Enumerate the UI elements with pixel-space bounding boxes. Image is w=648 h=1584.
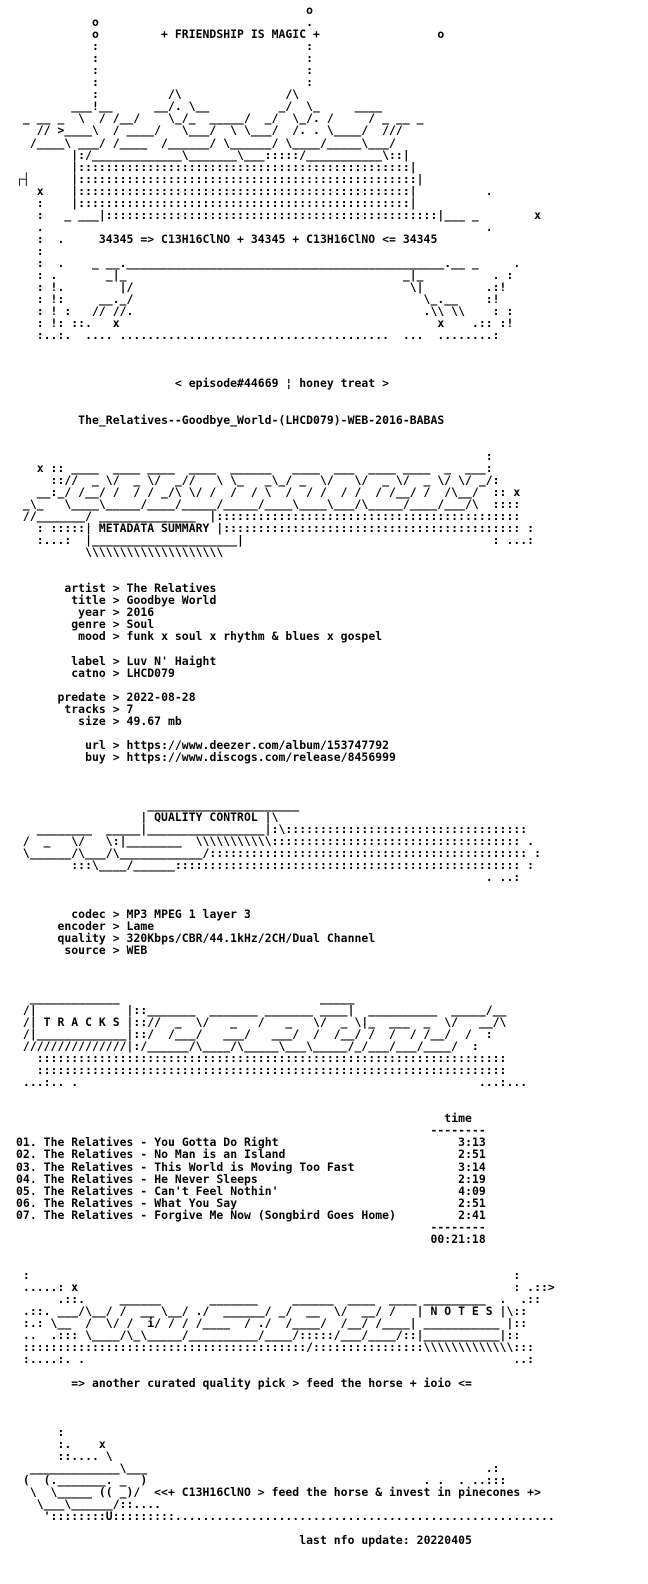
metadata-field-value: Goodbye World: [126, 593, 217, 608]
notes-art-line: :.: \__ / \/ / i/ / / /____ / ./ /____/ /__/ /____| ___________ |::: [16, 1316, 528, 1331]
metadata-art-line: __:_/ /__/ / / / _/\ \/ / / / \ / / / / / / /__/ / /\__/ :: x: [16, 484, 521, 499]
metadata-art-line: :...: |_____________________| : ...:: [16, 533, 535, 548]
metadata-field-label: size: [78, 713, 106, 728]
track-row: 07. The Relatives - Forgive Me Now (Songbird Goes Home) 2:41: [16, 1207, 486, 1222]
header-art-line: ┌┤ |:::::::::::::::::::::::::::::::::::::::::::::::::|: [16, 171, 424, 186]
metadata-field-label: buy: [85, 749, 106, 764]
episode-text: < episode#44669 ¦ honey treat >: [174, 376, 390, 391]
track-artist: The Relatives: [43, 1135, 134, 1150]
last-update-line: [16, 1534, 648, 1546]
footer-art-line: ( (._______. _ ) . . . ..:::: [16, 1472, 507, 1487]
quality-art-line: ________ _____|_________________|:\:::::::::::::::::::::::::::::::::::: [16, 822, 528, 837]
track-artist: The Relatives: [43, 1195, 134, 1210]
metadata-field-row: url > https://www.deezer.com/album/153747792: [85, 737, 390, 752]
last-update-label: last nfo update:: [299, 1532, 410, 1547]
track-time: 2:19: [458, 1171, 486, 1186]
metadata-field-value: Soul: [126, 617, 155, 632]
header-art-line: . .: [16, 219, 493, 234]
header-art-line: : |::::::::::::::::::::::::::::::::::::::::::::::::|: [16, 195, 417, 210]
track-row: 06. The Relatives - What You Say 2:51: [16, 1195, 486, 1210]
quality-field-value: WEB: [126, 942, 148, 957]
track-row: 04. The Relatives - He Never Sleeps 2:19: [16, 1171, 486, 1186]
quality-art-line: \______/\___/\____________/:::::::::::::::::::::::::::::::::::::::::::::: :: [16, 846, 541, 861]
metadata-field-label: predate: [57, 689, 106, 704]
header-art-line: : /\ /\: [16, 87, 300, 102]
metadata-field-label: tracks: [64, 701, 106, 716]
header-art-line: ___!__ __/. \__ _/ \_ ____: [16, 99, 383, 114]
track-row: 05. The Relatives - Can't Feel Nothin' 4:09: [16, 1183, 486, 1198]
track-row: 01. The Relatives - You Gotta Do Right 3:13: [16, 1135, 486, 1150]
header-art-line: : . _ __.______________________________________________.__ _ .: [16, 255, 521, 270]
header-art-line: : :: [16, 75, 314, 90]
track-title: No Man is an Island: [154, 1147, 286, 1162]
quality-field-label: codec: [71, 906, 106, 921]
tracks-art-line: /|_____________|::/ /___/ ___/ ___/ / /__/ / / / /__/ / :: [16, 1026, 493, 1041]
metadata-art-line: x :: ____ ____ ____ ____ ______ ____ ___ ____ ____ _ ___:: [16, 460, 493, 475]
quality-art-line: ______________________: [16, 798, 300, 813]
header-art-line: : :: [16, 39, 314, 54]
track-artist: The Relatives: [43, 1183, 134, 1198]
notes-art-line: .::. ______ _______ ______ ____ ____ _________ . .::: [16, 1292, 541, 1307]
notes-art-line: : :: [16, 1267, 521, 1282]
total-time: 00:21:18: [430, 1231, 486, 1246]
track-artist: The Relatives: [43, 1147, 134, 1162]
release-name: The_Relatives--Goodbye_World-(LHCD079)-WEB-2016-BABAS: [78, 412, 445, 427]
episode-line: [16, 377, 648, 389]
quality-field-row: codec > MP3 MPEG 1 layer 3: [71, 906, 251, 921]
tracks-art-line: ...:.. . ...:...: [16, 1075, 528, 1090]
metadata-field-value: Luv N' Haight: [126, 653, 217, 668]
metadata-field-value: 2016: [126, 605, 155, 620]
track-title: Can't Feel Nothin': [154, 1183, 279, 1198]
quality-field-label: source: [64, 942, 106, 957]
metadata-field-label: url: [85, 737, 106, 752]
metadata-field-label: year: [78, 605, 106, 620]
header-art-line: : _ ___|::::::::::::::::::::::::::::::::::::::::::::::::|___ _ x: [16, 207, 541, 222]
track-artist: The Relatives: [43, 1171, 134, 1186]
notes-text: => another curated quality pick > feed the horse + ioio <=: [71, 1376, 472, 1391]
metadata-field-label: title: [71, 593, 106, 608]
track-artist: The Relatives: [43, 1207, 134, 1222]
metadata-field-row: tracks > 7: [64, 701, 134, 716]
track-time: 2:41: [458, 1207, 486, 1222]
footer-art-line: _____________\___ .:: [16, 1460, 500, 1475]
metadata-field-row: catno > LHCD079: [71, 665, 175, 680]
metadata-field-row: label > Luv N' Haight: [71, 653, 217, 668]
quality-field-row: quality > 320Kbps/CBR/44.1kHz/2CH/Dual Channel: [57, 930, 376, 945]
quality-field-value: 320Kbps/CBR/44.1kHz/2CH/Dual Channel: [126, 930, 376, 945]
metadata-art-line: ::// _ \/ _ \/ _// \ \_ _\_/ _ \/ \/ _ \/ _ \/ \/ _/:: [16, 472, 500, 487]
header-art-line: : :: [16, 51, 314, 66]
track-row: 02. The Relatives - No Man is an Island 2:51: [16, 1147, 486, 1162]
notes-art-line: .....: x : .::>: [16, 1279, 555, 1294]
time-rule: --------: [430, 1123, 486, 1138]
header-art-line: o: [16, 3, 314, 17]
footer-art-line: \___\______/::....: [16, 1496, 162, 1511]
tracks-art-line: _____________ _____: [16, 990, 355, 1005]
quality-art-line: / _ \/ \:|________ \\\\\\\\\\\:::::::::::::::::::::::::::::::::::: .: [16, 834, 535, 849]
footer-art-line: :. x: [16, 1436, 106, 1451]
header-art-line: :..:. .... ....................................... ... ........:: [16, 328, 500, 343]
footer-art-line: :: [16, 1424, 65, 1439]
quality-field-value: Lame: [126, 918, 155, 933]
header-art-line: o .: [16, 15, 314, 30]
metadata-fields: [16, 582, 648, 763]
quality-art-line: . ..:: [16, 870, 521, 885]
track-title: What You Say: [154, 1195, 238, 1210]
header-art-line: : ! : // //. .\\ \\ : :: [16, 304, 514, 319]
metadata-art-line: //_______/ ______________ |::::::::::::::::::::::::::::::::::::::::::::: [16, 508, 521, 523]
tracks-art-line: ///////////////|:/______/\____/\_____\___\_____/_/___/___/____/ :: [16, 1039, 479, 1054]
track-number: 04.: [16, 1171, 37, 1186]
header-art-line: : !: ::. x x .:: :!: [16, 316, 514, 331]
metadata-field-value[interactable]: https://www.deezer.com/album/153747792: [126, 737, 390, 752]
header-art-line: |::::::::::::::::::::::::::::::::::::::::::::::::|: [16, 159, 417, 174]
metadata-field-row: mood > funk x soul x rhythm & blues x gospel: [78, 629, 383, 644]
quality-field-label: quality: [57, 930, 106, 945]
track-number: 02.: [16, 1147, 37, 1162]
metadata-field-row: buy > https://www.discogs.com/release/8456999: [85, 749, 396, 764]
metadata-field-label: artist: [64, 581, 106, 596]
metadata-art-line: :: [16, 448, 493, 463]
header-art-line: o + FRIENDSHIP IS MAGIC + o: [16, 27, 445, 42]
notes-banner-art: [16, 1269, 648, 1365]
metadata-field-value: The Relatives: [126, 581, 217, 596]
tracks-art-line: ::::::::::::::::::::::::::::::::::::::::::::::::::::::::::::::::::::: [16, 1051, 507, 1066]
quality-fields: [16, 908, 648, 956]
track-row: 03. The Relatives - This World is Moving Too Fast 3:14: [16, 1159, 486, 1174]
footer-art-line: \ \_____ (( _)/ <<+ C13H16ClNO > feed the horse & invest in pinecones +>: [16, 1484, 541, 1499]
metadata-field-row: year > 2016: [78, 605, 155, 620]
notes-art-line: :::::::::::::::::::::::::::::::::::::::::/::::::::::::::::\\\\\\\\\\\\\:::: [16, 1340, 535, 1355]
metadata-field-value: LHCD079: [126, 665, 175, 680]
track-number: 06.: [16, 1195, 37, 1210]
track-time: 2:51: [458, 1147, 486, 1162]
header-art-line: _ __ _ \ / /__/ \_/_ _____/ _/ \_/. / / _ __ _: [16, 111, 424, 126]
tracks-art-line: /| T R A C K S |::// _ \/ _ / _ \/ _ \|_ ___ _ \/ __/\: [16, 1014, 507, 1029]
metadata-field-row: size > 49.67 mb: [78, 713, 182, 728]
metadata-field-value[interactable]: https://www.discogs.com/release/8456999: [126, 749, 396, 764]
notes-art-line: :....:. . ..:: [16, 1352, 535, 1367]
metadata-field-value: 49.67 mb: [126, 713, 182, 728]
metadata-field-label: genre: [71, 617, 106, 632]
track-artist: The Relatives: [43, 1159, 134, 1174]
metadata-field-row: predate > 2022-08-28: [57, 689, 196, 704]
header-art-line: /____\ ___/ /____ /______/ \______/ \____/_____\___/: [16, 135, 396, 150]
header-art-line: |:/_____________\_______\___:::::/___________\::|: [16, 147, 410, 162]
metadata-art-line: \\\\\\\\\\\\\\\\\\\\: [16, 545, 224, 560]
release-name-line: [16, 414, 648, 426]
track-number: 07.: [16, 1207, 37, 1222]
metadata-field-row: artist > The Relatives: [64, 581, 217, 596]
track-time: 4:09: [458, 1183, 486, 1198]
metadata-field-value: funk x soul x rhythm & blues x gospel: [126, 629, 383, 644]
quality-banner-art: [16, 799, 648, 883]
quality-field-row: encoder > Lame: [57, 918, 155, 933]
metadata-banner-art: [16, 450, 648, 558]
header-art-line: : !: __._/ \_.__ :!: [16, 292, 500, 307]
tracks-art-line: ::::::::::::::::::::::::::::::::::::::::::::::::::::::::::::::::::::: [16, 1063, 507, 1078]
notes-text-line: [16, 1377, 648, 1389]
track-number: 05.: [16, 1183, 37, 1198]
track-title: This World is Moving Too Fast: [154, 1159, 355, 1174]
track-title: He Never Sleeps: [154, 1171, 258, 1186]
total-time-line: [16, 1233, 648, 1245]
quality-art-line: :::\____/______:::::::::::::::::::::::::::::::::::::::::::::::::: :: [16, 858, 535, 873]
metadata-field-row: genre > Soul: [71, 617, 155, 632]
track-number: 01.: [16, 1135, 37, 1150]
time-header: time: [444, 1111, 472, 1126]
track-time: 2:51: [458, 1195, 486, 1210]
tracks-art-line: /| |::_______ _______ _______ ____| __________ _____/__: [16, 1002, 507, 1017]
quality-field-row: source > WEB: [64, 942, 148, 957]
header-art-line: // >____\ / ____/ \___/ \ \___/ /. . \____/ ///: [16, 123, 410, 138]
footer-ascii-art: [16, 1426, 648, 1522]
header-art-line: : . _|_ _|_ . :: [16, 268, 514, 283]
header-art-line: :: [16, 243, 44, 258]
track-time: 3:14: [458, 1159, 486, 1174]
last-update-value: 20220405: [416, 1532, 472, 1547]
metadata-field-value: 7: [126, 701, 134, 716]
header-art-line: : !. |/ \| .:!: [16, 280, 507, 295]
metadata-field-label: catno: [71, 665, 106, 680]
track-number: 03.: [16, 1159, 37, 1174]
header-ascii-art: [16, 4, 648, 341]
footer-art-line: ::.... \: [16, 1448, 113, 1463]
metadata-art-line: _\_ \____\_____/____/_____/_____/____\____\___/\_____/____/___/\ ::::: [16, 496, 521, 511]
metadata-field-label: label: [71, 653, 106, 668]
track-title: You Gotta Do Right: [154, 1135, 279, 1150]
track-list: [16, 1136, 648, 1220]
footer-art-line: '::::::::U:::::::::.......................................................: [16, 1508, 555, 1523]
metadata-art-line: : :::::| METADATA SUMMARY |::::::::::::::::::::::::::::::::::::::::::: :: [16, 521, 535, 536]
metadata-field-row: title > Goodbye World: [71, 593, 217, 608]
track-time: 3:13: [458, 1135, 486, 1150]
total-rule: --------: [430, 1219, 486, 1234]
metadata-field-label: mood: [78, 629, 106, 644]
notes-art-line: .::. ___/\__/ / __ \__/ ./ ______/ _/ __ \/ __/ / | N O T E S |\::: [16, 1304, 528, 1319]
header-art-line: : . 34345 => C13H16ClNO + 34345 + C13H16ClNO <= 34345: [16, 231, 438, 246]
header-art-line: x |::::::::::::::::::::::::::::::::::::::::::::::::| .: [16, 183, 493, 198]
track-title: Forgive Me Now (Songbird Goes Home): [154, 1207, 396, 1222]
quality-field-value: MP3 MPEG 1 layer 3: [126, 906, 251, 921]
quality-field-label: encoder: [57, 918, 106, 933]
tracks-banner-art: [16, 992, 648, 1088]
header-art-line: : :: [16, 63, 314, 78]
quality-art-line: | QUALITY CONTROL |\: [16, 810, 279, 825]
notes-art-line: .. .::: \____/\_\_____/__________/____/:::::/___/____/::|___________|::: [16, 1328, 521, 1343]
total-rule-line: [16, 1221, 648, 1233]
metadata-field-value: 2022-08-28: [126, 689, 196, 704]
